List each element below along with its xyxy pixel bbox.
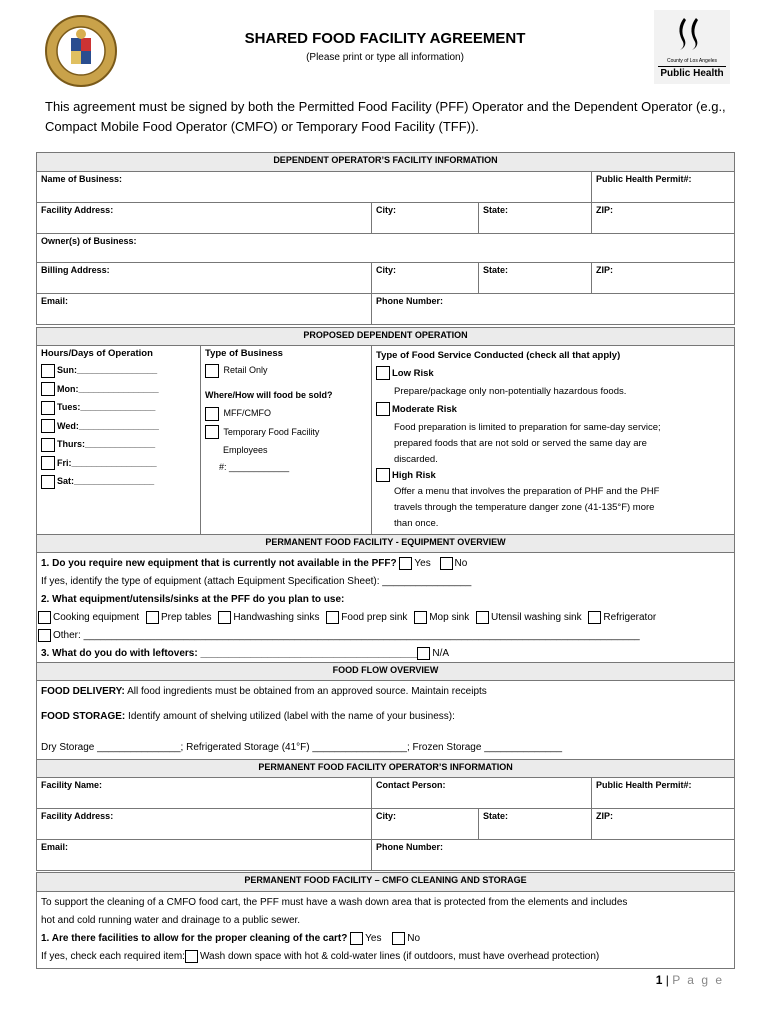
equipment-q3-row (41, 645, 730, 663)
fri-label: Fri:_________________ (57, 457, 157, 468)
employees-label: Employees (223, 445, 268, 455)
high-desc-2: travels through the temperature danger zone (41-135°F) more (394, 502, 655, 513)
moderate-risk-option[interactable] (376, 402, 730, 418)
proposed-heading: PROPOSED DEPENDENT OPERATION (37, 328, 735, 346)
na-checkbox[interactable] (417, 647, 430, 660)
wash-down-checkbox[interactable] (185, 950, 198, 963)
ph-dept-label: County of Los Angeles (666, 58, 718, 64)
owners-field[interactable]: Owner(s) of Business: (37, 234, 735, 263)
cooking-equipment-checkbox[interactable] (38, 611, 51, 624)
high-desc-1: Offer a menu that involves the preparation of PHF and the PHF (394, 486, 660, 497)
equipment-yes-checkbox[interactable] (399, 557, 412, 570)
mff-checkbox[interactable] (205, 407, 219, 421)
facility-name-field[interactable]: Facility Name: (37, 778, 372, 809)
sun-label: Sun:________________ (57, 365, 158, 375)
tues-checkbox[interactable] (41, 401, 55, 415)
cleaning-q1-row (41, 930, 730, 948)
thurs-label: Thurs:______________ (57, 439, 156, 449)
mon-checkbox[interactable] (41, 382, 55, 396)
prep-tables-checkbox[interactable] (146, 611, 159, 624)
moderate-risk-checkbox[interactable] (376, 402, 390, 416)
page-separator: | (665, 973, 669, 987)
moderate-desc-2: prepared foods that are not sold or served the same day are (394, 438, 647, 449)
hours-cell (37, 346, 201, 535)
food-flow-heading: FOOD FLOW OVERVIEW (37, 663, 735, 681)
permanent-heading: PERMANENT FOOD FACILITY OPERATOR’S INFORMATION (37, 760, 735, 778)
hours-heading: Hours/Days of Operation (41, 348, 153, 359)
cleaning-followup-row (41, 948, 730, 966)
cleaning-q1: 1. Are there facilities to allow for the proper cleaning of the cart? (41, 933, 348, 944)
storage-line-field[interactable]: Dry Storage _______________; Refrigerated Storage (41°F) _________________; Frozen Storage ______________ (41, 742, 563, 753)
cooking-equipment-label: Cooking equipment (53, 612, 140, 623)
name-of-business-field[interactable]: Name of Business: (37, 172, 592, 203)
equipment-q3[interactable]: 3. What do you do with leftovers: _______________________________________ (41, 648, 418, 659)
page-title: SHARED FOOD FACILITY AGREEMENT (244, 30, 526, 47)
handwashing-sinks-label: Handwashing sinks (233, 612, 320, 623)
high-risk-option[interactable] (376, 468, 730, 484)
equipment-q1-text: 1. Do you require new equipment that is currently not available in the PFF? (41, 558, 397, 569)
page-footer (656, 973, 724, 987)
other-field[interactable]: Other: ____________________________________________________________________________________________________ (53, 630, 640, 641)
type-heading: Type of Business (205, 348, 283, 359)
dependent-permit-field[interactable]: Public Health Permit#: (592, 172, 735, 203)
wed-checkbox[interactable] (41, 419, 55, 433)
high-risk-label: High Risk (392, 470, 436, 481)
temp-checkbox[interactable] (205, 425, 219, 439)
wed-label: Wed:________________ (57, 420, 159, 431)
where-heading: Where/How will food be sold? (205, 389, 333, 400)
ph-name-label: Public Health (658, 66, 726, 79)
billing-city-field[interactable]: City: (372, 263, 479, 294)
day-sun[interactable] (41, 361, 196, 380)
retail-only-checkbox[interactable] (205, 364, 219, 378)
equipment-no-checkbox[interactable] (440, 557, 453, 570)
permanent-email-field[interactable]: Email: (37, 840, 372, 871)
dependent-email-field[interactable]: Email: (37, 294, 372, 325)
sat-checkbox[interactable] (41, 475, 55, 489)
cleaning-followup-prefix: If yes, check each required item: (41, 951, 185, 962)
cleaning-text-1: To support the cleaning of a CMFO food cart, the PFF must have a wash down area that is protected from the elements and includes (41, 897, 628, 908)
dependent-facility-address-field[interactable]: Facility Address: (37, 203, 372, 234)
other-checkbox[interactable] (38, 629, 51, 642)
food-delivery-row (41, 683, 730, 701)
cleaning-yes-label: Yes (365, 933, 382, 944)
food-service-cell (372, 346, 735, 535)
dependent-city-field[interactable]: City: (372, 203, 479, 234)
billing-state-field[interactable]: State: (479, 263, 592, 294)
high-risk-checkbox[interactable] (376, 468, 390, 482)
dependent-phone-field[interactable]: Phone Number: (372, 294, 735, 325)
permanent-operator-table (36, 759, 735, 871)
mon-label: Mon:________________ (57, 383, 159, 394)
permanent-zip-field[interactable]: ZIP: (592, 809, 735, 840)
equipment-heading: PERMANENT FOOD FACILITY - EQUIPMENT OVERVIEW (37, 535, 735, 553)
mop-sink-label: Mop sink (429, 612, 470, 623)
billing-zip-field[interactable]: ZIP: (592, 263, 735, 294)
retail-only-label: Retail Only (223, 365, 268, 375)
sat-label: Sat:________________ (57, 476, 155, 486)
type-of-business-cell (201, 346, 372, 535)
proposed-operation-table (36, 327, 735, 535)
handwashing-sinks-checkbox[interactable] (218, 611, 231, 624)
food-storage-row (41, 708, 730, 726)
wash-down-label: Wash down space with hot & cold-water lines (if outdoors, must have overhead protection) (199, 951, 600, 962)
contact-person-field[interactable]: Contact Person: (372, 778, 592, 809)
permanent-permit-field[interactable]: Public Health Permit#: (592, 778, 735, 809)
thurs-checkbox[interactable] (41, 438, 55, 452)
tues-label: Tues:_______________ (57, 402, 156, 412)
mff-label: MFF/CMFO (223, 408, 272, 418)
food-flow-body (37, 681, 735, 760)
low-risk-option[interactable] (376, 366, 730, 382)
utensil-washing-sink-label: Utensil washing sink (491, 612, 582, 623)
low-risk-desc: Prepare/package only non-potentially hazardous foods. (394, 386, 627, 397)
food-prep-sink-label: Food prep sink (341, 612, 408, 623)
cleaning-yes-checkbox[interactable] (350, 932, 363, 945)
equipment-q2: 2. What equipment/utensils/sinks at the PFF do you plan to use: (41, 594, 345, 605)
moderate-desc-1: Food preparation is limited to preparation for same-day service; (394, 422, 661, 433)
dependent-operator-table (36, 152, 735, 325)
temp-option[interactable] (205, 423, 367, 442)
refrigerator-label: Refrigerator (603, 612, 657, 623)
food-prep-sink-checkbox[interactable] (326, 611, 339, 624)
na-label: N/A (432, 648, 450, 659)
equipment-table (36, 534, 735, 666)
equipment-other-row (38, 627, 730, 645)
mop-sink-checkbox[interactable] (414, 611, 427, 624)
equipment-no-label: No (454, 558, 468, 569)
high-desc-3: than once. (394, 518, 439, 529)
equipment-q1 (41, 555, 730, 573)
county-seal-logo (44, 14, 118, 88)
food-delivery-text: All food ingredients must be obtained from an approved source. Maintain receipts (124, 686, 487, 697)
cleaning-table (36, 872, 735, 969)
moderate-desc-3: discarded. (394, 454, 438, 465)
employees-count-field[interactable]: #: ____________ (219, 461, 290, 472)
permanent-city-field[interactable]: City: (372, 809, 479, 840)
permanent-phone-field[interactable]: Phone Number: (372, 840, 735, 871)
cleaning-no-label: No (407, 933, 421, 944)
dependent-zip-field[interactable]: ZIP: (592, 203, 735, 234)
page-number: 1 (655, 973, 663, 987)
cleaning-body (37, 892, 735, 969)
fri-checkbox[interactable] (41, 456, 55, 470)
day-fri[interactable] (41, 454, 196, 473)
food-delivery-label: FOOD DELIVERY: (41, 686, 125, 697)
temp-label: Temporary Food Facility (223, 426, 320, 437)
equipment-yes-label: Yes (414, 558, 431, 569)
cleaning-no-checkbox[interactable] (392, 932, 405, 945)
page-label: P a g e (672, 973, 724, 987)
day-mon[interactable] (41, 380, 196, 399)
day-tues[interactable] (41, 398, 196, 417)
food-flow-table (36, 662, 735, 760)
day-wed[interactable] (41, 417, 196, 436)
equipment-items-row (38, 609, 730, 627)
equipment-q1-followup[interactable]: If yes, identify the type of equipment (attach Equipment Specification Sheet): ________________ (41, 576, 472, 587)
food-storage-text: Identify amount of shelving utilized (label with the name of your business): (125, 711, 455, 722)
cleaning-text-2: hot and cold running water and drainage to a public sewer. (41, 915, 301, 926)
day-thurs[interactable] (41, 435, 196, 454)
permanent-state-field[interactable]: State: (479, 809, 592, 840)
utensil-washing-sink-checkbox[interactable] (476, 611, 489, 624)
prep-tables-label: Prep tables (160, 612, 212, 623)
page-subtitle: (Please print or type all information) (306, 52, 464, 63)
food-storage-label: FOOD STORAGE: (41, 711, 126, 722)
sun-checkbox[interactable] (41, 364, 55, 378)
dependent-state-field[interactable]: State: (479, 203, 592, 234)
low-risk-checkbox[interactable] (376, 366, 390, 380)
refrigerator-checkbox[interactable] (588, 611, 601, 624)
retail-only-option[interactable] (205, 361, 367, 380)
day-sat[interactable] (41, 472, 196, 491)
cleaning-heading: PERMANENT FOOD FACILITY – CMFO CLEANING AND STORAGE (37, 873, 735, 892)
mff-option[interactable] (205, 404, 367, 423)
equipment-body (37, 553, 735, 666)
intro-paragraph: This agreement must be signed by both the Permitted Food Facility (PFF) Operator and the Dependent Operator (e.g., Compact Mobile Food Operator (CMFO) or Temporary Food Facility (TFF)). (45, 99, 726, 134)
permanent-facility-address-field[interactable]: Facility Address: (37, 809, 372, 840)
public-health-logo (654, 10, 730, 84)
low-risk-label: Low Risk (392, 368, 434, 379)
billing-address-field[interactable]: Billing Address: (37, 263, 372, 294)
moderate-risk-label: Moderate Risk (392, 404, 457, 415)
dependent-heading: DEPENDENT OPERATOR’S FACILITY INFORMATION (37, 153, 735, 172)
service-heading: Type of Food Service Conducted (check all that apply) (376, 350, 621, 361)
